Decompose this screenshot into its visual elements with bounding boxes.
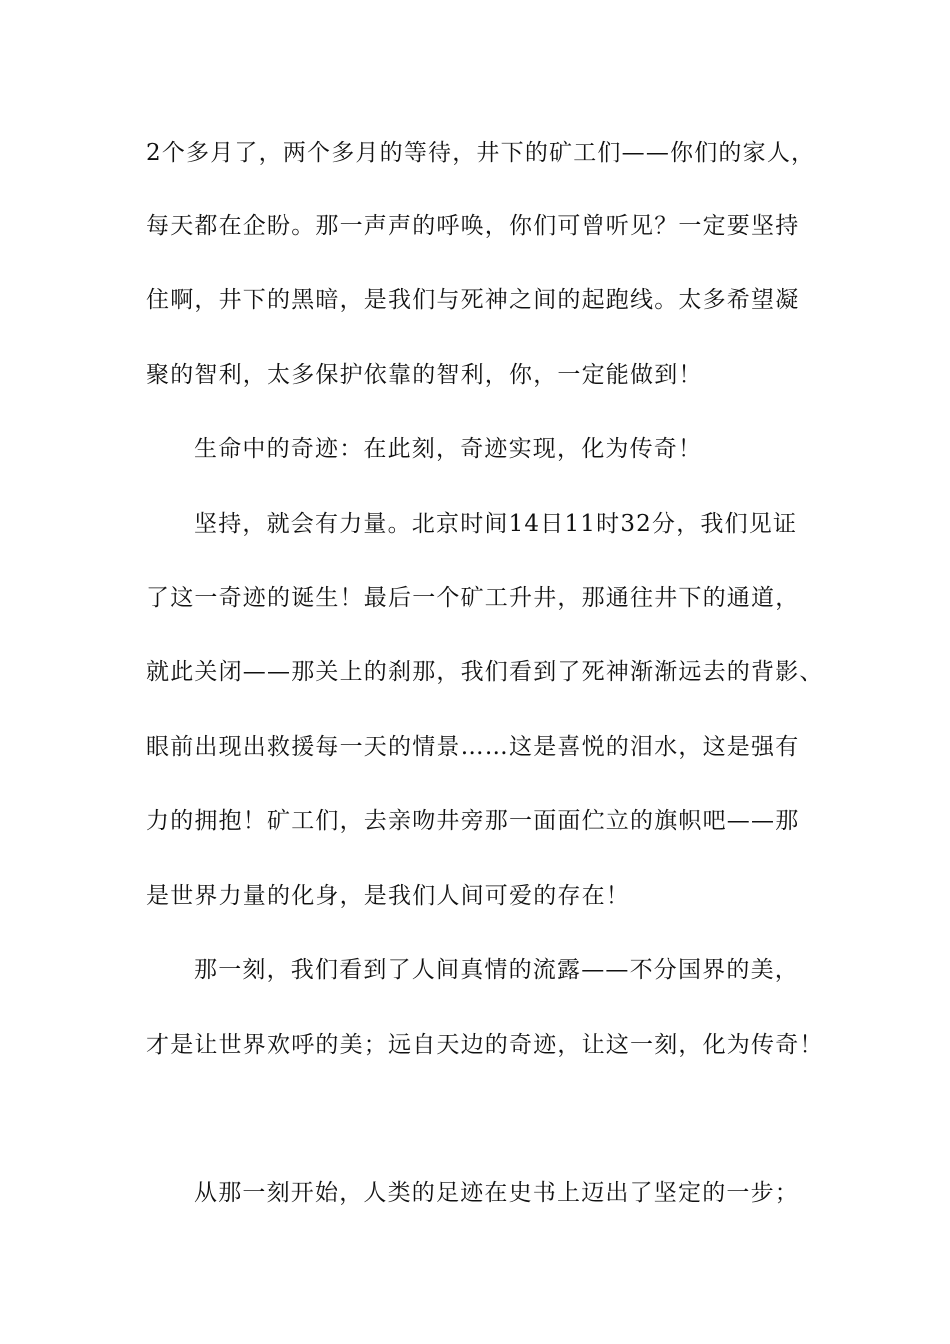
text-line: 就此关闭——那关上的刹那，我们看到了死神渐渐远去的背影、: [146, 659, 824, 685]
text-line: 每天都在企盼。那一声声的呼唤，你们可曾听见？一定要坚持: [146, 213, 800, 239]
text-line: 从那一刻开始，人类的足迹在史书上迈出了坚定的一步；: [194, 1180, 799, 1206]
text-line: 那一刻，我们看到了人间真情的流露——不分国界的美，: [194, 957, 799, 983]
text-line: 聚的智利，太多保护依靠的智利，你，一定能做到！: [146, 362, 703, 388]
text-line: 眼前出现出救援每一天的情景……这是喜悦的泪水，这是强有: [146, 734, 800, 760]
text-line: 生命中的奇迹：在此刻，奇迹实现，化为传奇！: [194, 436, 703, 462]
text-line: 才是让世界欢呼的美；远自天边的奇迹，让这一刻，化为传奇！: [146, 1032, 824, 1058]
text-line: 了这一奇迹的诞生！最后一个矿工升井，那通往井下的通道，: [146, 585, 800, 611]
text-line: 坚持，就会有力量。北京时间14日11时32分，我们见证: [194, 511, 798, 537]
text-line: 力的拥抱！矿工们，去亲吻井旁那一面面伫立的旗帜吧——那: [146, 808, 800, 834]
text-line: 是世界力量的化身，是我们人间可爱的存在！: [146, 883, 630, 909]
text-line: 住啊，井下的黑暗，是我们与死神之间的起跑线。太多希望凝: [146, 287, 800, 313]
text-line: 2个多月了，两个多月的等待，井下的矿工们——你们的家人，: [146, 140, 816, 166]
